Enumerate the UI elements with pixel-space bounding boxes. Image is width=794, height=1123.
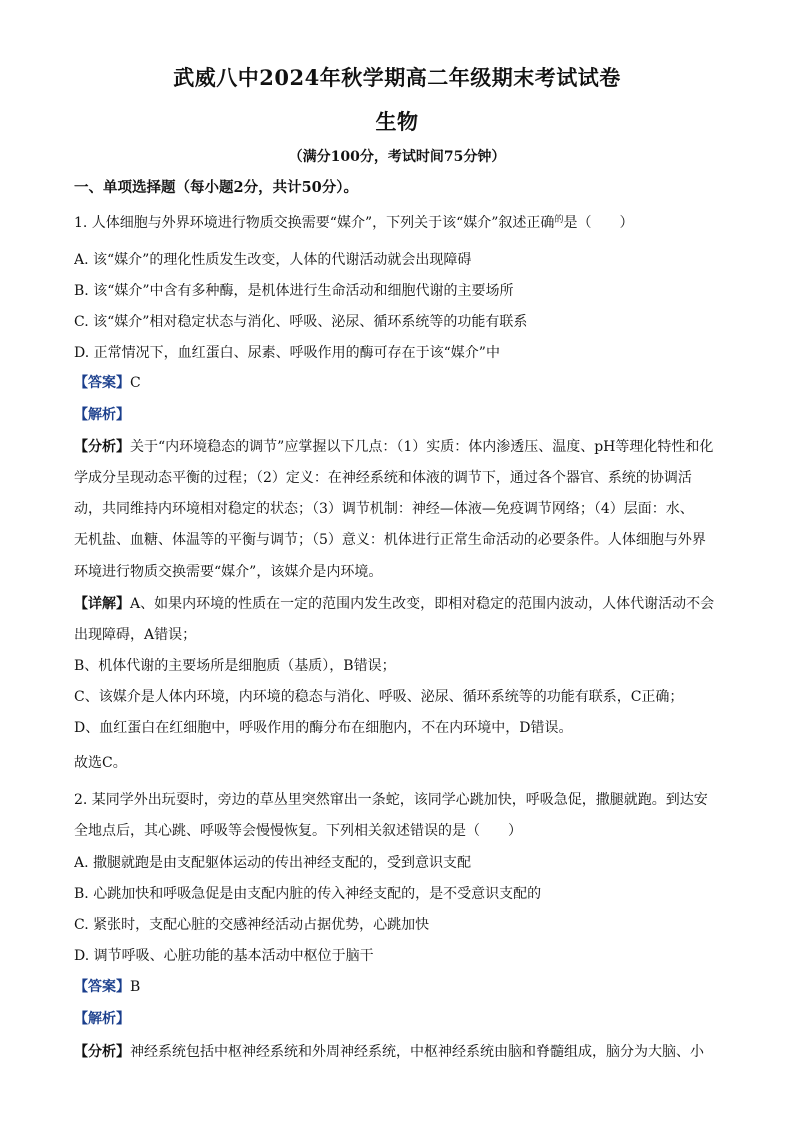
q1-answer <box>74 373 724 393</box>
q1-fenxi-line: 学成分呈现动态平衡的过程；（2）定义：在神经系统和体液的调节下，通过各个器官、系统的协调活 <box>74 470 692 486</box>
section-heading: 一、单项选择题（每小题2分，共计50分）。 <box>74 179 359 196</box>
q1-conclusion: 故选C。 <box>74 755 127 771</box>
q1-option-d: D. 正常情况下，血红蛋白、尿素、呼吸作用的酶可存在于该“媒介”中 <box>74 345 500 361</box>
q1-xiangjie-line: 【详解】A、如果内环境的性质在一定的范围内发生改变，即相对稳定的范围内波动，人体代谢活动不会 <box>74 596 715 612</box>
q1-xiangjie-line: B、机体代谢的主要场所是细胞质（基质），B错误； <box>74 658 396 674</box>
q2-option-d: D. 调节呼吸、心脏功能的基本活动中枢位于脑干 <box>74 948 374 964</box>
q1-stem-superscript: 的 <box>554 215 564 225</box>
q1-option-a: A. 该“媒介”的理化性质发生改变，人体的代谢活动就会出现障碍 <box>74 252 472 268</box>
answer-value: B <box>130 979 141 995</box>
answer-tag: 【答案】 <box>74 979 130 995</box>
subject-title: 生物 <box>375 109 419 134</box>
q1-xiangjie-line: 出现障碍，A错误； <box>74 627 197 643</box>
q1-fenxi-line: 无机盐、血糖、体温等的平衡与调节；（5）意义：机体进行正常生命活动的必要条件。人体细胞与外界 <box>74 532 706 548</box>
q1-analysis-heading: 【解析】 <box>74 407 130 423</box>
q1-option-c: C. 该“媒介”相对稳定状态与消化、呼吸、泌尿、循环系统等的功能有联系 <box>74 314 528 330</box>
q1-fenxi-line: 环境进行物质交换需要“媒介”，该媒介是内环境。 <box>74 564 383 580</box>
answer-value: C <box>130 375 141 391</box>
q2-option-b: B. 心跳加快和呼吸急促是由支配内脏的传入神经支配的，是不受意识支配的 <box>74 886 542 902</box>
answer-tag: 【答案】 <box>74 375 130 391</box>
q2-option-a: A. 撒腿就跑是由支配躯体运动的传出神经支配的，受到意识支配 <box>74 855 472 871</box>
q2-stem: 2. 某同学外出玩耍时，旁边的草丛里突然窜出一条蛇，该同学心跳加快，呼吸急促，撒腿就跑。到达安 <box>74 792 708 808</box>
q2-stem: 全地点后，其心跳、呼吸等会慢慢恢复。下列相关叙述错误的是（ ） <box>74 823 522 839</box>
q1-fenxi-line: 【分析】关于“内环境稳态的调节”应掌握以下几点：（1）实质：体内渗透压、温度、pH等理化特性和化 <box>74 439 714 455</box>
exam-title: 武威八中2024年秋学期高二年级期末考试试卷 <box>173 65 621 90</box>
q2-analysis-heading: 【解析】 <box>74 1011 130 1027</box>
q2-fenxi-line: 【分析】神经系统包括中枢神经系统和外周神经系统，中枢神经系统由脑和脊髓组成，脑分为大脑、小 <box>74 1044 704 1060</box>
q1-stem: 1. 人体细胞与外界环境进行物质交换需要“媒介”，下列关于该“媒介”叙述正确$^的$是（ ） <box>74 215 634 231</box>
q2-answer <box>74 977 724 997</box>
q2-option-c: C. 紧张时，支配心脏的交感神经活动占据优势，心跳加快 <box>74 917 430 933</box>
q1-xiangjie-line: D、血红蛋白在红细胞中，呼吸作用的酶分布在细胞内，不在内环境中，D错误。 <box>74 720 573 736</box>
q1-option-b: B. 该“媒介”中含有多种酶，是机体进行生命活动和细胞代谢的主要场所 <box>74 283 514 299</box>
q1-fenxi-line: 动，共同维持内环境相对稳定的状态；（3）调节机制：神经—体液—免疫调节网络；（4）层面：水、 <box>74 501 694 517</box>
q1-xiangjie-line: C、该媒介是人体内环境，内环境的稳态与消化、呼吸、泌尿、循环系统等的功能有联系，C正确； <box>74 689 684 705</box>
exam-info: （满分100分，考试时间75分钟） <box>288 149 506 165</box>
